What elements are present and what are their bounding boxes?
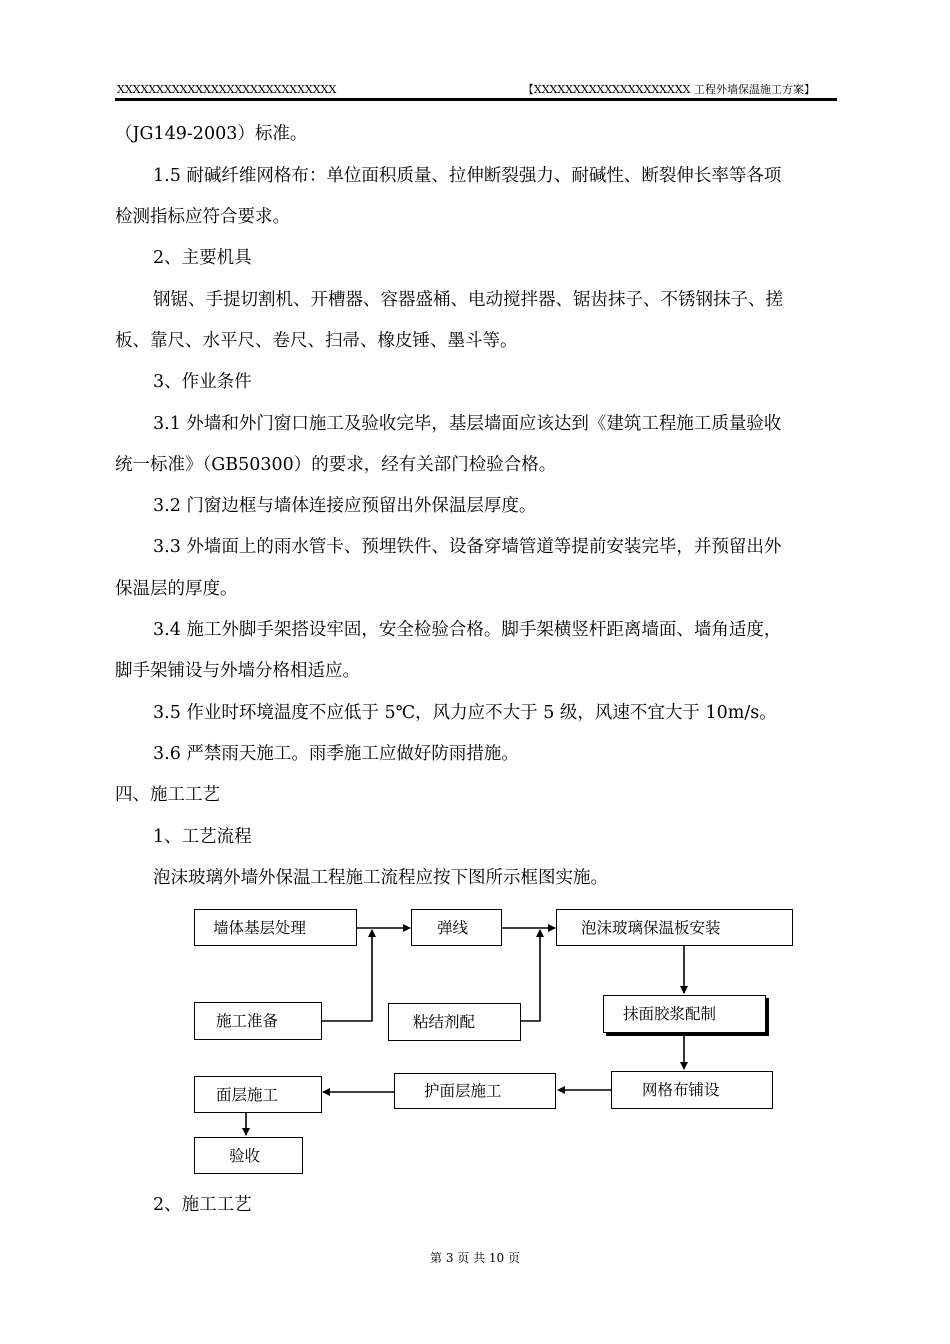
flow-box-label: 护面层施工 (424, 1082, 502, 1100)
flow-box-accept (194, 1137, 303, 1174)
paragraph-line: 脚手架铺设与外墙分格相适应。 (115, 661, 360, 681)
paragraph-line: 检测指标应符合要求。 (115, 207, 290, 227)
paragraph-line: 保温层的厚度。 (115, 579, 238, 599)
paragraph-line: 钢锯、手提切割机、开槽器、容器盛桶、电动搅拌器、锯齿抹子、不锈钢抹子、搓 (153, 290, 783, 310)
header-right-title: 【XXXXXXXXXXXXXXXXXXXX 工程外墙保温施工方案】 (522, 83, 815, 96)
flow-box-wall-base (194, 909, 357, 946)
paragraph-line: 统一标准》（GB50300）的要求，经有关部门检验合格。 (115, 455, 557, 475)
section-heading: 2、施工工艺 (153, 1195, 252, 1215)
paragraph-line: 3.5 作业时环境温度不应低于 5℃，风力应不大于 5 级，风速不宜大于 10m/s。 (153, 703, 777, 723)
flow-box-prep (194, 1002, 322, 1040)
flow-box-adhesive (388, 1003, 521, 1041)
flow-box-snap-line (411, 909, 502, 946)
paragraph-line: 3.6 严禁雨天施工。雨季施工应做好防雨措施。 (153, 744, 519, 764)
header-left-text: XXXXXXXXXXXXXXXXXXXXXXXXXXXX (117, 83, 337, 96)
arrow-adhesive-to-join (521, 930, 540, 1021)
flow-box-label: 弹线 (437, 918, 469, 937)
paragraph-line: 3.4 施工外脚手架搭设牢固，安全检验合格。脚手架横竖杆距离墙面、墙角适度， (153, 620, 782, 640)
section-heading: 1、工艺流程 (153, 827, 252, 847)
section-heading: 3、作业条件 (153, 372, 252, 392)
paragraph-line: （JG149-2003）标准。 (115, 124, 308, 144)
paragraph-line: 1.5 耐碱纤维网格布：单位面积质量、拉伸断裂强力、耐碱性、断裂伸长率等各项 (153, 166, 782, 186)
flow-box-label: 面层施工 (216, 1085, 279, 1104)
section-heading: 2、主要机具 (153, 248, 252, 268)
flow-box-mesh (611, 1071, 773, 1109)
flow-box-finish (194, 1076, 322, 1113)
flow-box-label: 墙体基层处理 (213, 918, 307, 937)
paragraph-line: 3.1 外墙和外门窗口施工及验收完毕，基层墙面应该达到《建筑工程施工质量验收 (153, 414, 782, 434)
chapter-heading: 四、施工工艺 (115, 785, 220, 805)
paragraph-line: 3.2 门窗边框与墙体连接应预留出外保温层厚度。 (153, 496, 537, 516)
page-number-footer: 第 3 页 共 10 页 (430, 1251, 520, 1265)
flow-box-label: 泡沫玻璃保温板安装 (581, 918, 721, 937)
flow-box-mortar (603, 995, 766, 1033)
paragraph-line: 板、靠尺、水平尺、卷尺、扫帚、橡皮锤、墨斗等。 (115, 331, 518, 351)
paragraph-line: 泡沫玻璃外墙外保温工程施工流程应按下图所示框图实施。 (153, 868, 608, 888)
flow-box-label: 施工准备 (216, 1012, 279, 1030)
flow-box-protect (394, 1073, 556, 1109)
flow-box-label: 粘结剂配 (413, 1013, 476, 1031)
flow-box-board-install (556, 909, 793, 946)
flow-box-label: 验收 (229, 1146, 261, 1165)
flow-box-label: 抹面胶浆配制 (623, 1005, 717, 1023)
paragraph-line: 3.3 外墙面上的雨水管卡、预埋铁件、设备穿墙管道等提前安装完毕，并预留出外 (153, 537, 782, 557)
flow-box-label: 网格布铺设 (642, 1081, 720, 1099)
